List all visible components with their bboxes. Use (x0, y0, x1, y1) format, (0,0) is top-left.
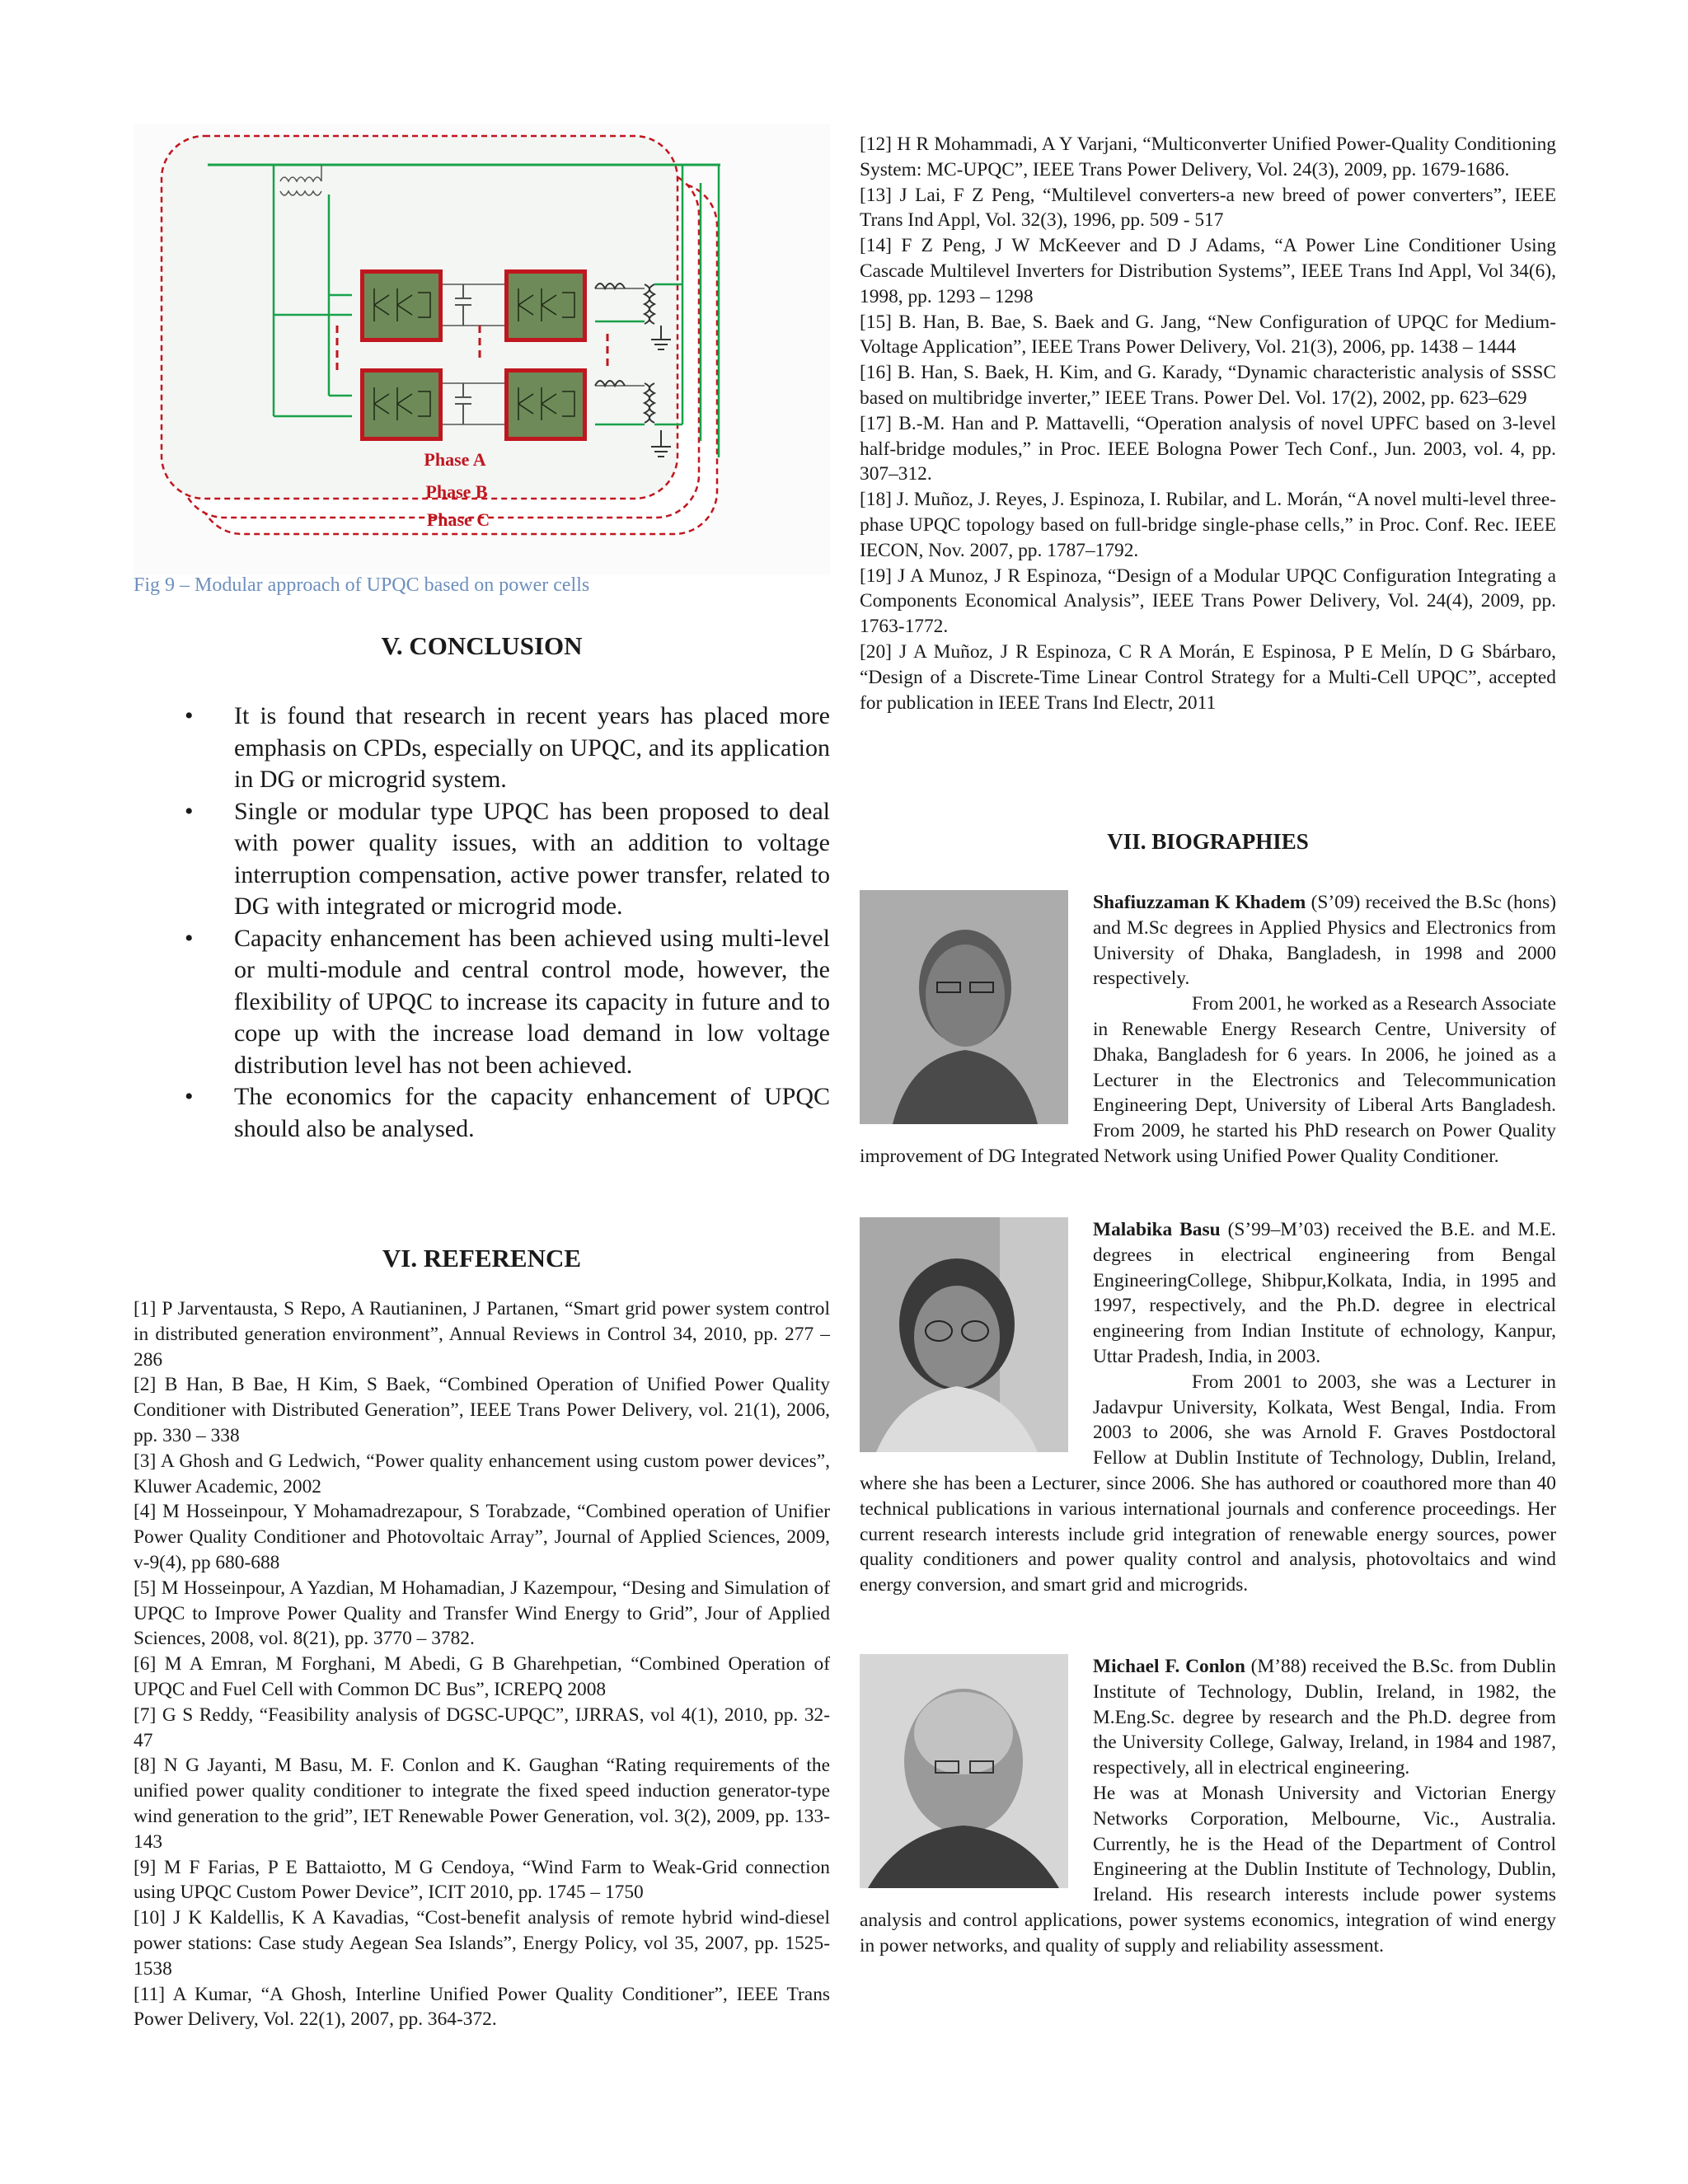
biography-text: (S’09) received the B.Sc (hons) and M.Sc degrees in Applied Physics and Electronics from University of Dhaka, Bangladesh, in 1998 and 2000 respectively. (1093, 892, 1556, 990)
right-column (860, 132, 1556, 1957)
biography-text: (M’88) received the B.Sc. from Dublin Institute of Technology, Dublin, Ireland, in 1982, the M.Eng.Sc. degree by research and the Ph.D. degree from the University College, Galway, Ireland, in 1984 and 1987, respectively, all in electrical engineering. (1093, 1656, 1556, 1779)
portrait-icon (860, 1654, 1068, 1888)
reference-item: [4] M Hosseinpour, Y Mohamadrezapour, S Torabzade, “Combined operation of Unifier Power Quality Conditioner and Photovoltaic Array”, Journal of Applied Sciences, 2009, v-9(4), pp 680-688 (134, 1501, 830, 1573)
reference-item: [10] J K Kaldellis, K A Kavadias, “Cost-benefit analysis of remote hybrid wind-diesel power stations: Case study Aegean Sea Islands”, Energy Policy, vol 35, 2007, pp. 1525-1538 (134, 1907, 830, 1980)
reference-item: [8] N G Jayanti, M Basu, M. F. Conlon and K. Gaughan “Rating requirements of the unified power quality conditioner to integrate the fixed speed induction generator-type wind generation to the grid”, IET Renewable Power Generation, vol. 3(2), 2009, pp. 133-143 (134, 1755, 830, 1853)
reference-item: [13] J Lai, F Z Peng, “Multilevel converters-a new breed of power converters”, IEEE Trans Ind Appl, Vol. 32(3), 1996, pp. 509 - 517 (860, 184, 1556, 232)
reference-item: [3] A Ghosh and G Ledwich, “Power quality enhancement using custom power devices”, Kluwer Academic, 2002 (134, 1450, 830, 1497)
reference-item: [2] B Han, B Bae, H Kim, S Baek, “Combined Operation of Unified Power Quality Conditioner with Distributed Generation”, IEEE Trans Power Delivery, vol. 21(1), 2006, pp. 330 – 338 (134, 1374, 830, 1446)
reference-item: [17] B.-M. Han and P. Mattavelli, “Operation analysis of novel UPFC based on 3-level half-bridge modules,” in Proc. IEEE Bologna Power Tech Conf., Jun. 2003, vol. 4, pp. 307–312. (860, 412, 1556, 485)
author-photo-basu (860, 1217, 1068, 1452)
reference-item: [6] M A Emran, M Forghani, M Abedi, G B Gharehpetian, “Combined Operation of UPQC and Fuel Cell with Common DC Bus”, ICREPQ 2008 (134, 1653, 830, 1700)
reference-item: [9] M F Farias, P E Battaiotto, M G Cendoya, “Wind Farm to Weak-Grid connection using UPQC Custom Power Device”, ICIT 2010, pp. 1745 – 1750 (134, 1856, 830, 1904)
upqc-circuit-diagram (134, 124, 830, 575)
biography-text: He was at Monash University and Victorian Energy Networks Corporation, Melbourne, Vic., Australia. Currently, he is the Head of the Department of Control Engineering at the Dublin Institute of Technology, Dublin, Ireland. His research interests include power systems analysis and control applications, power systems economics, integration of wind energy in power networks, and quality of supply and reliability assessment. (860, 1782, 1556, 1957)
reference-item: [7] G S Reddy, “Feasibility analysis of DGSC-UPQC”, IJRRAS, vol 4(1), 2010, pp. 32-47 (134, 1704, 830, 1751)
biographies-heading: VII. BIOGRAPHIES (1107, 829, 1309, 854)
reference-heading: VI. REFERENCE (382, 1244, 582, 1272)
conclusion-bullet: • Single or modular type UPQC has been proposed to deal with power quality issues, with an addition to voltage interruption compensation, active power transfer, related to DG with integrated or microgrid mode. (185, 796, 830, 923)
phase-a-label: Phase A (424, 449, 486, 470)
author-name: Malabika Basu (1093, 1219, 1221, 1240)
reference-item: [1] P Jarventausta, S Repo, A Rautianinen, J Partanen, “Smart grid power system control in distributed generation environment”, Annual Reviews in Control 34, 2010, pp. 277 – 286 (134, 1298, 830, 1371)
biography-khadem (860, 890, 1556, 1169)
reference-item: [19] J A Munoz, J R Espinoza, “Design of a Modular UPQC Configuration Integrating a Components Economical Analysis”, IEEE Trans Power Delivery, Vol. 24(4), 2009, pp. 1763-1772. (860, 565, 1556, 638)
figure-caption: Fig 9 – Modular approach of UPQC based on power cells (134, 574, 590, 596)
author-name: Michael F. Conlon (1093, 1656, 1245, 1677)
biography-basu (860, 1217, 1556, 1598)
portrait-icon (860, 1217, 1068, 1452)
reference-list-left (134, 1296, 830, 2032)
reference-item: [5] M Hosseinpour, A Yazdian, M Hohamadian, J Kazempour, “Desing and Simulation of UPQC to Improve Power Quality and Transfer Wind Energy to Grid”, Jour of Applied Sciences, 2008, vol. 8(21), pp. 3770 – 3782. (134, 1577, 830, 1650)
reference-item: [14] F Z Peng, J W McKeever and D J Adams, “A Power Line Conditioner Using Cascade Multilevel Inverters for Distribution Systems”, IEEE Trans Ind Appl, Vol 34(6), 1998, pp. 1293 – 1298 (860, 235, 1556, 307)
author-photo-conlon (860, 1654, 1068, 1888)
reference-item: [16] B. Han, S. Baek, H. Kim, and G. Karady, “Dynamic characteristic analysis of SSSC based on multibridge inverter,” IEEE Trans. Power Del. Vol. 17(2), 2002, pp. 623–629 (860, 362, 1556, 409)
reference-item: [18] J. Muñoz, J. Reyes, J. Espinoza, I. Rubilar, and L. Morán, “A novel multi-level three-phase UPQC topology based on full-bridge single-phase cells,” in Proc. Conf. Rec. IEEE IECON, Nov. 2007, pp. 1787–1792. (860, 489, 1556, 561)
upqc-figure (134, 124, 830, 596)
biography-text: From 2001 to 2003, she was a Lecturer in Jadavpur University, Kolkata, West Bengal, India. From 2003 to 2006, she was Arnold F. Graves Postdoctoral Fellow at Dublin Institute of Technology, Dublin, Ireland, where she has been a Lecturer, since 2006. She has authored or coauthored more than 40 technical publications in various international journals and conference proceedings. Her current research interests include grid integration of renewable energy sources, power quality conditioners and power quality control and analysis, photovoltaics and wind energy conversion, and smart grid and microgrids. (860, 1371, 1556, 1596)
biography-text: (S’99–M’03) received the B.E. and M.E. degrees in electrical engineering from Bengal EngineeringCollege, Shibpur,Kolkata, India, in 1995 and 1997, respectively, and the Ph.D. degree in electrical engineering from Indian Institute of echnology, Kanpur, Uttar Pradesh, India, in 2003. (1093, 1219, 1556, 1367)
conclusion-bullet: • The economics for the capacity enhancement of UPQC should also be analysed. (185, 1081, 830, 1145)
conclusion-list (185, 701, 830, 1145)
conclusion-heading: V. CONCLUSION (381, 631, 583, 660)
phase-c-label: Phase C (426, 509, 490, 530)
portrait-icon (860, 890, 1068, 1124)
reference-list-right (860, 132, 1556, 715)
reference-item: [15] B. Han, B. Bae, S. Baek and G. Jang, “New Configuration of UPQC for Medium-Voltage Application”, IEEE Trans Power Delivery, Vol. 21(3), 2006, pp. 1438 – 1444 (860, 311, 1556, 359)
conclusion-bullet: • It is found that research in recent years has placed more emphasis on CPDs, especially on UPQC, and its application in DG or microgrid system. (185, 701, 830, 796)
biography-conlon (860, 1654, 1556, 1959)
author-name: Shafiuzzaman K Khadem (1093, 892, 1306, 913)
conclusion-bullet: • Capacity enhancement has been achieved using multi-level or multi-module and central control mode, however, the flexibility of UPQC to increase its capacity in future and to cope up with the increase load demand in low voltage distribution level has not been achieved. (185, 923, 830, 1082)
biography-text: From 2001, he worked as a Research Associate in Renewable Energy Research Centre, University of Dhaka, Bangladesh for 6 years. In 2006, he joined as a Lecturer in the Electronics and Telecommunication Engineering Dept, University of Liberal Arts Bangladesh. From 2009, he started his PhD research on Power Quality improvement of DG Integrated Network using Unified Power Quality Conditioner. (860, 993, 1556, 1167)
phase-b-label: Phase B (425, 481, 488, 502)
reference-item: [20] J A Muñoz, J R Espinoza, C R A Morán, E Espinosa, P E Melín, D G Sbárbaro, “Design of a Discrete-Time Linear Control Strategy for a Multi-Cell UPQC”, accepted for publication in IEEE Trans Ind Electr, 2011 (860, 640, 1556, 714)
reference-item: [11] A Kumar, “A Ghosh, Interline Unified Power Quality Conditioner”, IEEE Trans Power Delivery, Vol. 22(1), 2007, pp. 364-372. (134, 1983, 830, 2031)
left-column (134, 124, 830, 2031)
reference-item: [12] H R Mohammadi, A Y Varjani, “Multiconverter Unified Power-Quality Conditioning System: MC-UPQC”, IEEE Trans Power Delivery, Vol. 24(3), 2009, pp. 1679-1686. (860, 134, 1556, 180)
author-photo-khadem (860, 890, 1068, 1124)
